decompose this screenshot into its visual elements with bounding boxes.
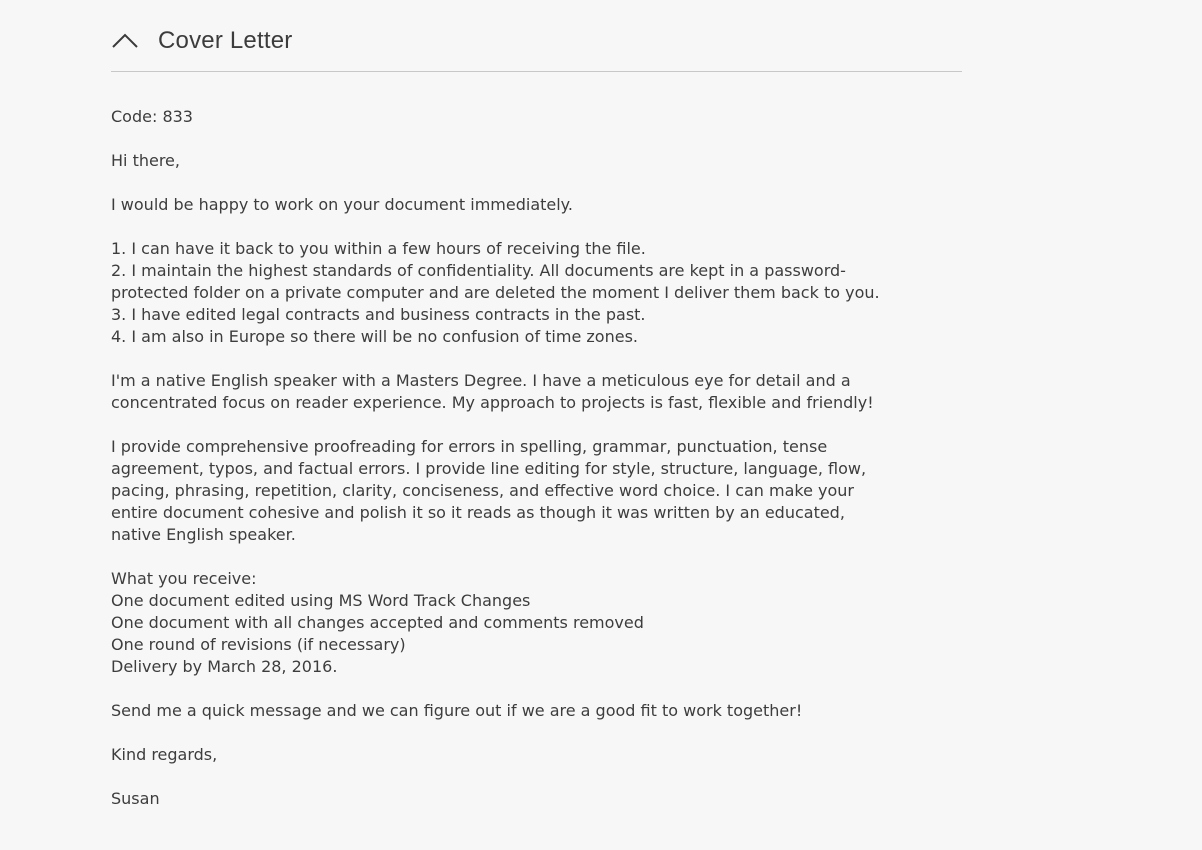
section-title: Cover Letter — [158, 26, 293, 54]
services-line: pacing, phrasing, repetition, clarity, conciseness, and effective word choice. I can make your — [111, 481, 855, 500]
about-line: I'm a native English speaker with a Masters Degree. I have a meticulous eye for detail and a — [111, 371, 851, 390]
point-line: 1. I can have it back to you within a few hours of receiving the file. — [111, 239, 646, 258]
cover-letter-panel — [111, 0, 962, 832]
services-line: native English speaker. — [111, 525, 296, 544]
letter-deliverables — [111, 568, 962, 678]
letter-services — [111, 436, 962, 546]
point-line: 2. I maintain the highest standards of confidentiality. All documents are kept in a password- — [111, 261, 846, 280]
services-line: I provide comprehensive proofreading for errors in spelling, grammar, punctuation, tense — [111, 437, 828, 456]
letter-code: Code: 833 — [111, 107, 193, 126]
point-line: 3. I have edited legal contracts and business contracts in the past. — [111, 305, 646, 324]
letter-greeting: Hi there, — [111, 151, 180, 170]
point-line: protected folder on a private computer and are deleted the moment I deliver them back to you. — [111, 283, 880, 302]
deliverables-line: What you receive: — [111, 569, 257, 588]
letter-intro: I would be happy to work on your document immediately. — [111, 195, 573, 214]
deliverables-line: One document edited using MS Word Track Changes — [111, 591, 531, 610]
letter-sign-off: Kind regards, — [111, 745, 218, 764]
services-line: agreement, typos, and factual errors. I provide line editing for style, structure, language, flow, — [111, 459, 867, 478]
chevron-up-icon — [111, 31, 139, 51]
letter-signature: Susan — [111, 789, 160, 808]
letter-about — [111, 370, 962, 414]
about-line: concentrated focus on reader experience. My approach to projects is fast, flexible and friendly! — [111, 393, 874, 412]
deliverables-line: One document with all changes accepted and comments removed — [111, 613, 644, 632]
services-line: entire document cohesive and polish it so it reads as though it was written by an educated, — [111, 503, 845, 522]
letter-points — [111, 238, 962, 348]
cover-letter-body — [111, 72, 962, 810]
cover-letter-header — [111, 0, 962, 72]
deliverables-line: Delivery by March 28, 2016. — [111, 657, 338, 676]
collapse-toggle-button[interactable] — [111, 27, 292, 55]
point-line: 4. I am also in Europe so there will be no confusion of time zones. — [111, 327, 638, 346]
deliverables-line: One round of revisions (if necessary) — [111, 635, 406, 654]
letter-closing-message: Send me a quick message and we can figure out if we are a good fit to work together! — [111, 701, 803, 720]
